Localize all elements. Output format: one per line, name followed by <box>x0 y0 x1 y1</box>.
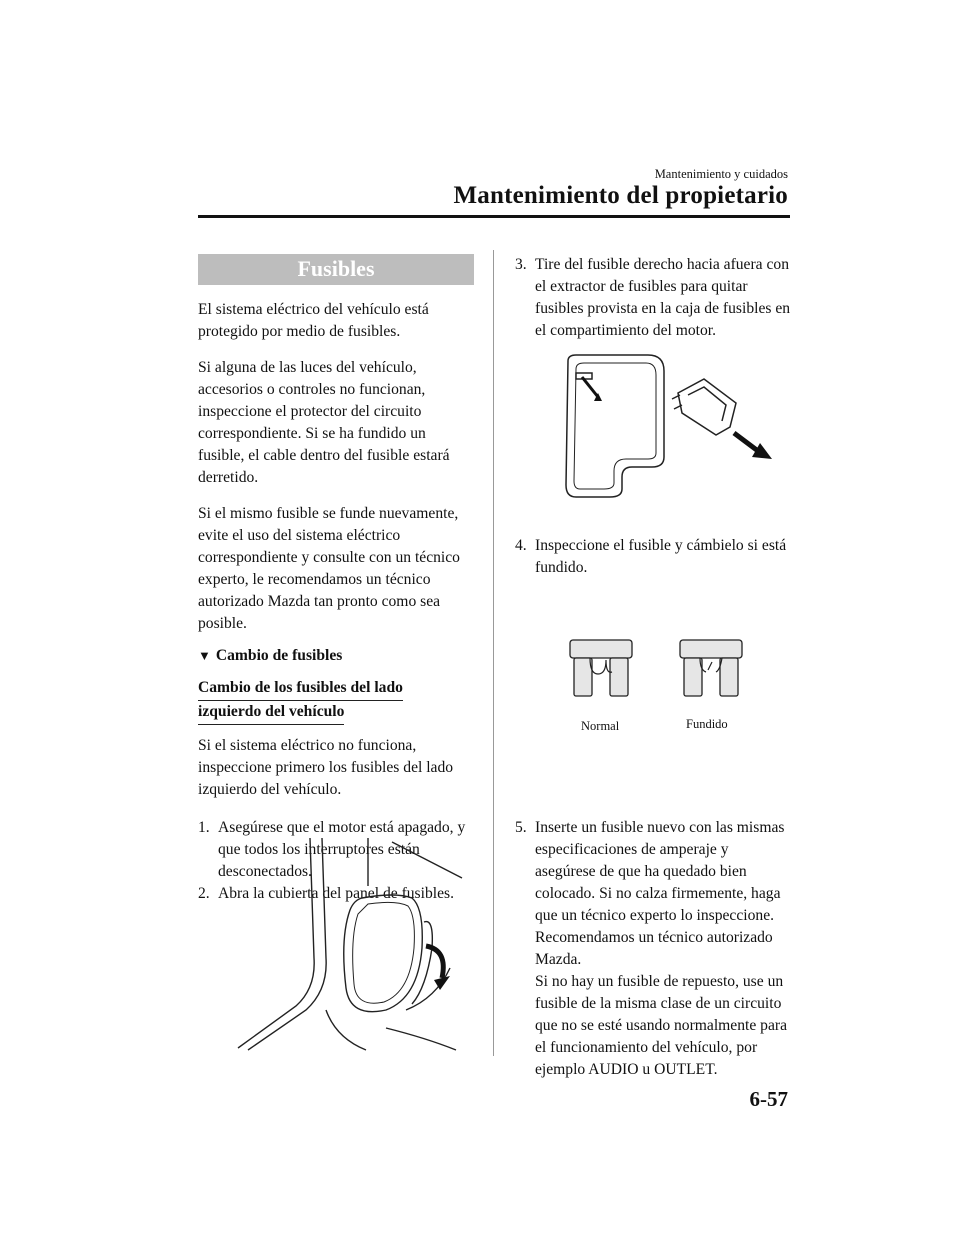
header-rule <box>198 215 790 218</box>
step-5-block <box>515 799 791 1099</box>
chapter-title: Mantenimiento y cuidados <box>654 167 788 181</box>
left-side-paragraph: Si el sistema eléctrico no funciona, inspeccione primero los fusibles del lado izquierdo del vehículo. <box>198 737 454 798</box>
left-side-heading: Cambio de los fusibles del lado izquierdo del vehículo <box>198 677 474 725</box>
fuse-blown-label: Fundido <box>686 717 728 731</box>
fuse-panel-cover-illustration <box>236 838 466 1050</box>
section-title: Mantenimiento del propietario <box>453 182 788 209</box>
fuse-normal-label: Normal <box>581 719 620 733</box>
failure-paragraph: Si alguna de las luces del vehículo, accesorios o controles no funcionan, inspeccione el protector del circuito correspondiente. Si se ha fundido un fusible, el cable dentro del fusible estará derretido. <box>198 359 450 486</box>
fuse-comparison-illustration <box>560 632 750 702</box>
column-divider <box>493 250 494 1056</box>
step-item: 3. Tire del fusible derecho hacia afuera con el extractor de fusibles para quitar fusibles provista en la caja de fusibles en el compartimiento del motor. <box>515 256 791 339</box>
step-item: 4. Inspeccione el fusible y cámbielo si está fundido. <box>515 537 787 576</box>
fuse-puller-illustration <box>554 355 776 500</box>
right-column <box>515 254 791 342</box>
fusibles-heading: Fusibles <box>198 254 474 285</box>
triangle-down-icon: ▼ <box>198 648 211 663</box>
intro-paragraph: El sistema eléctrico del vehículo está protegido por medio de fusibles. <box>198 301 429 340</box>
page-number: 6-57 <box>749 1087 788 1111</box>
step-item: 2. Abra la cubierta del panel de fusibles. <box>198 885 454 902</box>
step-4-block <box>515 535 791 579</box>
step-item: 5. Inserte un fusible nuevo con las mismas especificaciones de amperaje y asegúrese de que ha quedado bien colocado. Si no calza firmemente, haga que un técnico experto lo inspeccione. Recomendamos un técnico autorizado Mazda. Si no hay un fusible de repuesto, use un fusible de la misma clase de un circuito que no se esté usando normalmente para el funcionamiento del vehículo, por ejemplo AUDIO u OUTLET. <box>515 819 788 1078</box>
cambio-subheading: ▼ Cambio de fusibles <box>198 647 343 664</box>
left-column <box>198 254 474 905</box>
step-item: 1. Asegúrese que el motor está apagado, y que todos los interruptores están desconectados. <box>198 819 466 880</box>
repeat-failure-paragraph: Si el mismo fusible se funde nuevamente, evite el uso del sistema eléctrico correspondiente y consulte con un técnico experto, le recomendamos un técnico autorizado Mazda tan pronto como sea posible. <box>198 505 460 632</box>
